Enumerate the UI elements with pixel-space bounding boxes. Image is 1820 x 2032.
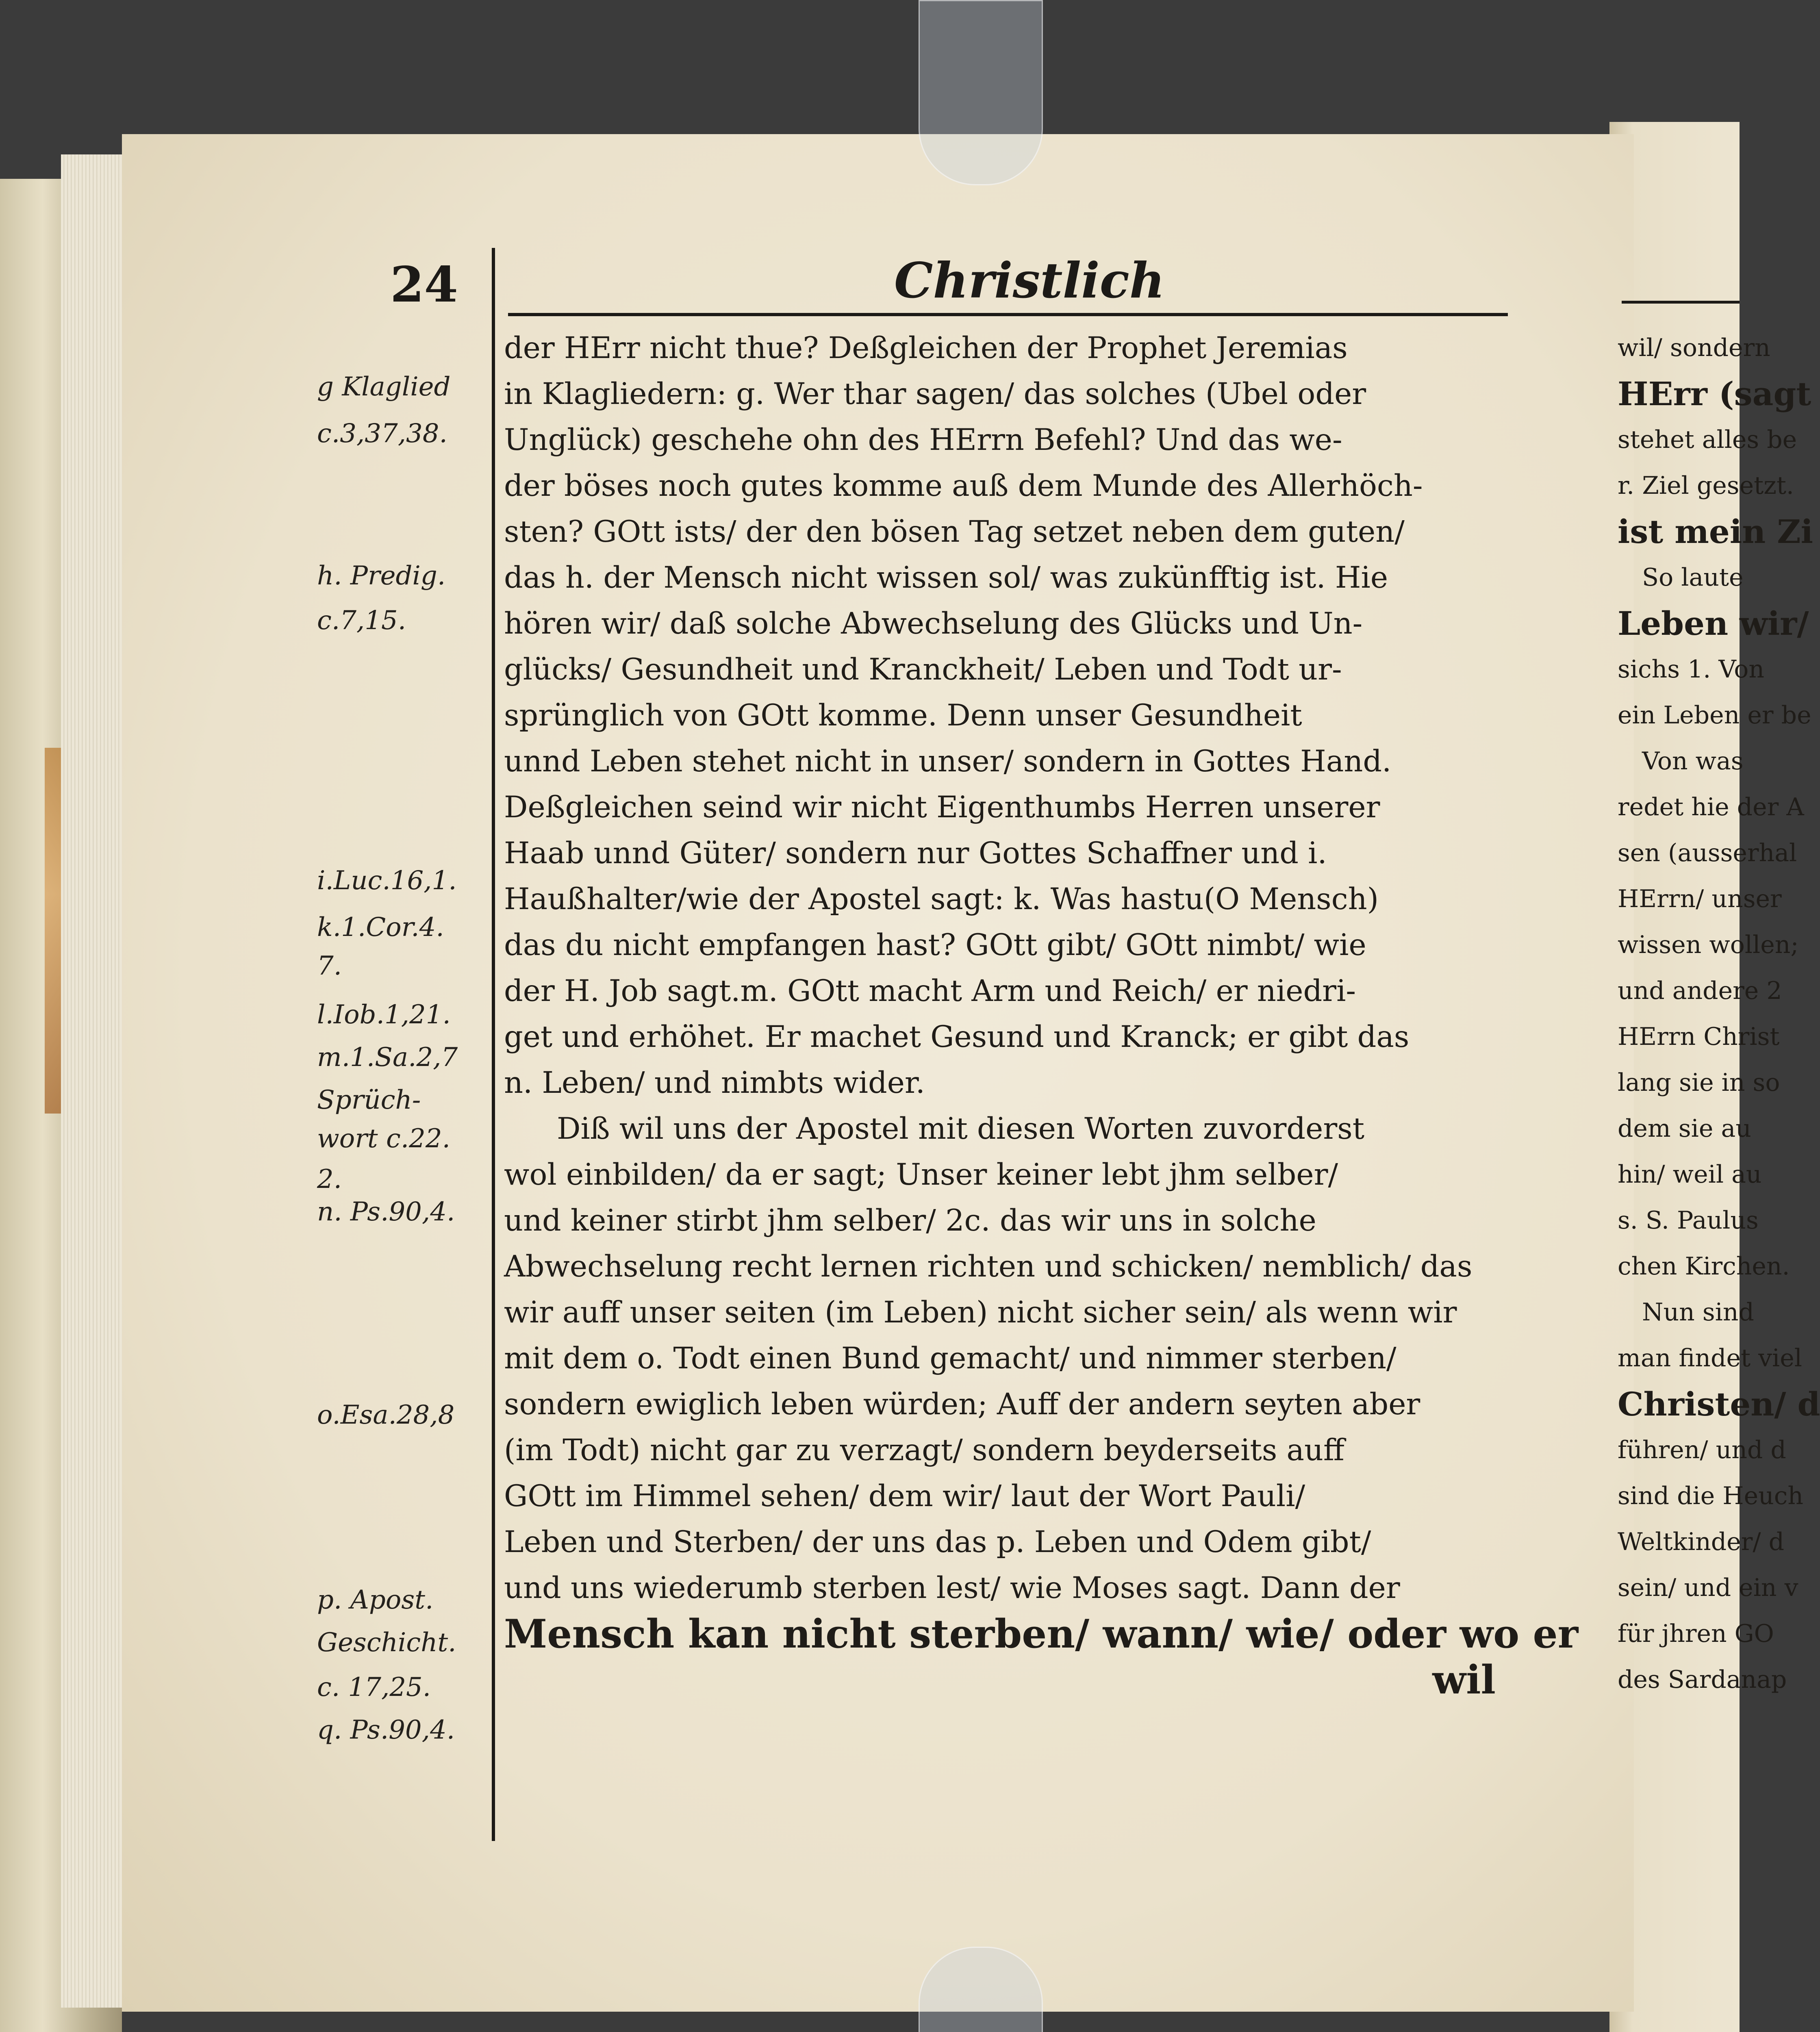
- text-line: get und erhöhet. Er machet Gesund und Kranck; er gibt das: [504, 1020, 1410, 1054]
- text-line: in Klagliedern: g. Wer thar sagen/ das solches (Ubel oder: [504, 377, 1366, 411]
- text-line: Haab unnd Güter/ sondern nur Gottes Schaffner und i.: [504, 836, 1327, 871]
- margin-note: c.7,15.: [317, 606, 406, 636]
- facing-line: sind die Heuch: [1618, 1482, 1804, 1510]
- facing-line: Nun sind: [1642, 1298, 1754, 1326]
- text-line: Diß wil uns der Apostel mit diesen Worten zuvorderst: [557, 1112, 1365, 1146]
- margin-note: k.1.Cor.4.: [317, 912, 444, 942]
- text-line: Deßgleichen seind wir nicht Eigenthumbs Herren unserer: [504, 790, 1380, 825]
- facing-line: für jhren GO: [1618, 1620, 1774, 1648]
- text-line: GOtt im Himmel sehen/ dem wir/ laut der Wort Pauli/: [504, 1479, 1305, 1513]
- margin-note: wort c.22.: [317, 1124, 450, 1154]
- catchword: wil: [1432, 1657, 1496, 1703]
- text-line: sprünglich von GOtt komme. Denn unser Gesundheit: [504, 698, 1302, 733]
- text-line: mit dem o. Todt einen Bund gemacht/ und nimmer sterben/: [504, 1341, 1396, 1376]
- margin-note: c.3,37,38.: [317, 419, 447, 449]
- facing-line: Christen/ d: [1618, 1385, 1820, 1423]
- facing-line: s. S. Paulus: [1618, 1206, 1759, 1235]
- margin-note: h. Predig.: [317, 561, 446, 591]
- facing-line: führen/ und d: [1618, 1436, 1786, 1464]
- text-line: und uns wiederumb sterben lest/ wie Moses sagt. Dann der: [504, 1571, 1400, 1605]
- text-line: das h. der Mensch nicht wissen sol/ was zukünfftig ist. Hie: [504, 560, 1388, 595]
- facing-line: Von was: [1642, 747, 1744, 775]
- text-line: Abwechselung recht lernen richten und schicken/ nemblich/ das: [504, 1249, 1473, 1284]
- margin-note: l.Iob.1,21.: [317, 1000, 451, 1030]
- facing-line: So laute: [1642, 563, 1744, 592]
- text-line: Haußhalter/wie der Apostel sagt: k. Was hastu(O Mensch): [504, 882, 1379, 916]
- facing-line: ist mein Zi: [1618, 512, 1813, 551]
- text-line: der H. Job sagt.m. GOtt macht Arm und Reich/ er niedri-: [504, 974, 1356, 1008]
- facing-line: ein Leben er be: [1618, 701, 1811, 729]
- facing-line: sein/ und ein v: [1618, 1574, 1798, 1602]
- facing-line: r. Ziel gesetzt.: [1618, 471, 1794, 500]
- text-line: sondern ewiglich leben würden; Auff der andern seyten aber: [504, 1387, 1420, 1422]
- facing-page-text: [1618, 325, 1820, 1703]
- text-line: das du nicht empfangen hast? GOtt gibt/ GOtt nimbt/ wie: [504, 928, 1366, 962]
- facing-line: hin/ weil au: [1618, 1160, 1762, 1189]
- text-line: Unglück) geschehe ohn des HErrn Befehl? Und das we-: [504, 423, 1342, 457]
- page-number: 24: [390, 256, 458, 313]
- margin-note: c. 17,25.: [317, 1672, 431, 1702]
- margin-note: o.Esa.28,8: [317, 1400, 455, 1430]
- facing-line: und andere 2: [1618, 977, 1782, 1005]
- text-line: der böses noch gutes komme auß dem Munde des Allerhöch-: [504, 469, 1423, 503]
- facing-line: HErrn/ unser: [1618, 885, 1782, 913]
- facing-line: Leben wir/: [1618, 604, 1809, 643]
- text-line: n. Leben/ und nimbts wider.: [504, 1066, 925, 1100]
- margin-note: m.1.Sa.2,7: [317, 1042, 458, 1072]
- running-title: Christlich: [894, 252, 1165, 309]
- margin-note: i.Luc.16,1.: [317, 866, 457, 896]
- text-line: Leben und Sterben/ der uns das p. Leben und Odem gibt/: [504, 1525, 1371, 1559]
- text-line: Mensch kan nicht sterben/ wann/ wie/ oder wo er: [504, 1611, 1579, 1657]
- text-line: wir auff unser seiten (im Leben) nicht sicher sein/ als wenn wir: [504, 1295, 1457, 1330]
- text-line: sten? GOtt ists/ der den bösen Tag setzet neben dem guten/: [504, 515, 1405, 549]
- facing-line: Weltkinder/ d: [1618, 1528, 1785, 1556]
- facing-line: redet hie der A: [1618, 793, 1804, 821]
- margin-note: p. Apost.: [317, 1585, 434, 1615]
- page-clip-top: [919, 0, 1043, 185]
- facing-line: wil/ sondern: [1618, 334, 1770, 362]
- header-rule: [508, 313, 1508, 316]
- facing-header-rule: [1622, 301, 1740, 304]
- facing-line: HErrn Christ: [1618, 1023, 1780, 1051]
- facing-line: chen Kirchen.: [1618, 1252, 1790, 1281]
- facing-line: wissen wollen;: [1618, 931, 1799, 959]
- text-line: unnd Leben stehet nicht in unser/ sondern in Gottes Hand.: [504, 744, 1392, 779]
- facing-line: stehet alles be: [1618, 426, 1797, 454]
- body-text: [504, 325, 1579, 1703]
- facing-line: des Sardanap: [1618, 1665, 1787, 1694]
- facing-line: man findet viel: [1618, 1344, 1802, 1372]
- text-line: und keiner stirbt jhm selber/ 2c. das wir uns in solche: [504, 1203, 1316, 1238]
- margin-note: 7.: [317, 951, 342, 981]
- text-line: (im Todt) nicht gar zu verzagt/ sondern beyderseits auff: [504, 1433, 1344, 1468]
- text-line: wol einbilden/ da er sagt; Unser keiner lebt jhm selber/: [504, 1157, 1338, 1192]
- facing-line: sichs 1. Von: [1618, 655, 1764, 684]
- facing-line: sen (ausserhal: [1618, 839, 1797, 867]
- facing-line: dem sie au: [1618, 1114, 1751, 1143]
- facing-line: lang sie in so: [1618, 1068, 1780, 1097]
- margin-note: Sprüch-: [317, 1085, 421, 1115]
- margin-note: q. Ps.90,4.: [317, 1715, 455, 1745]
- margin-note: 2.: [317, 1164, 342, 1194]
- text-line: hören wir/ daß solche Abwechselung des Glücks und Un-: [504, 606, 1363, 641]
- column-rule: [492, 248, 495, 1841]
- margin-note: g Klaglied: [317, 372, 451, 402]
- facing-line: HErr (sagt: [1618, 375, 1811, 413]
- text-line: der HErr nicht thue? Deßgleichen der Prophet Jeremias: [504, 331, 1348, 365]
- text-line: glücks/ Gesundheit und Kranckheit/ Leben und Todt ur-: [504, 652, 1342, 687]
- margin-note: Geschicht.: [317, 1628, 456, 1658]
- margin-note: n. Ps.90,4.: [317, 1197, 455, 1227]
